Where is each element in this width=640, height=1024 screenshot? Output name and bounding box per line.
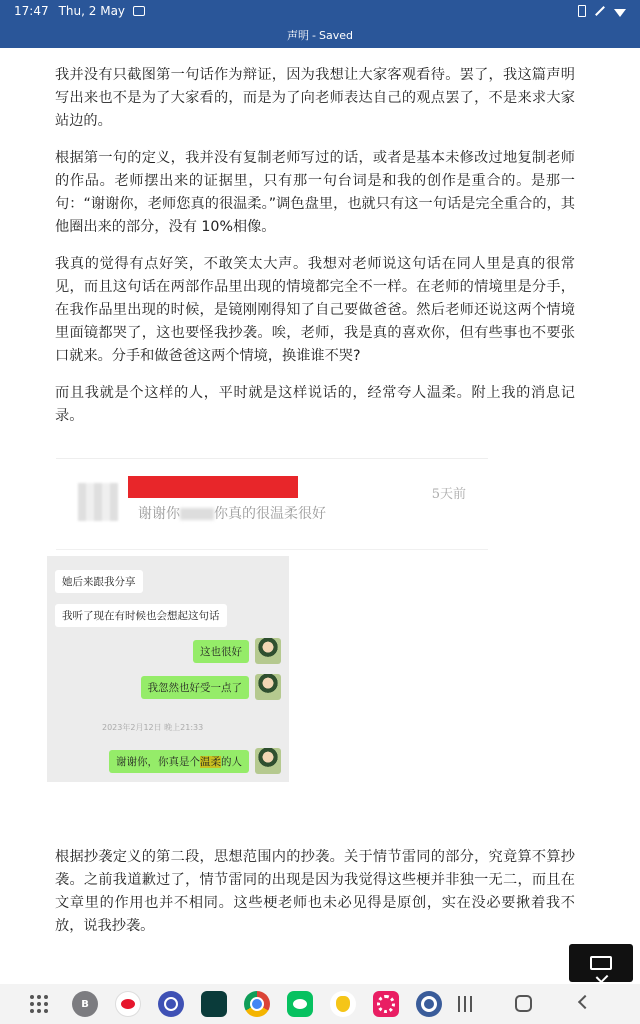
recent-apps-button[interactable] bbox=[458, 996, 472, 1012]
yellow-app-icon[interactable] bbox=[330, 991, 356, 1017]
notification-screenshot bbox=[56, 458, 488, 550]
chat-bubble-right bbox=[109, 750, 249, 773]
home-button[interactable] bbox=[515, 995, 532, 1012]
redacted-name-bar bbox=[128, 476, 298, 498]
navigation-bar bbox=[0, 984, 640, 1024]
dark-app-icon[interactable] bbox=[201, 991, 227, 1017]
chat-text-start: 谢谢你，你真是个 bbox=[116, 756, 200, 768]
status-date: Thu, 2 May bbox=[58, 4, 126, 18]
chat-text-end: 的人 bbox=[221, 756, 242, 768]
chat-bubble-right: 这也很好 bbox=[193, 640, 249, 663]
status-bar bbox=[0, 0, 640, 22]
blurred-avatar bbox=[78, 483, 118, 521]
wechat-icon[interactable] bbox=[287, 991, 313, 1017]
document-body[interactable] bbox=[55, 64, 575, 442]
app-drawer-icon[interactable] bbox=[30, 995, 48, 1013]
flower-app-icon[interactable] bbox=[373, 991, 399, 1017]
document-title-bar[interactable] bbox=[0, 22, 640, 48]
chrome-icon[interactable] bbox=[244, 991, 270, 1017]
save-status: Saved bbox=[319, 28, 353, 42]
document-name: 声明 bbox=[287, 29, 310, 42]
chat-text-highlight: 温柔 bbox=[200, 756, 221, 768]
tencent-app-icon[interactable] bbox=[158, 991, 184, 1017]
paragraph-1: 我并没有只截图第一句话作为辩证，因为我想让大家客观看待。罢了，我这篇声明写出来也不是为了大家看的，而是为了向老师表达自己的观点罢了，不是来求大家站边的。 bbox=[55, 67, 575, 129]
battery-icon bbox=[578, 5, 586, 17]
paragraph-3: 我真的觉得有点好笑，不敢笑太大声。我想对老师说这句话在同人里是真的很常见，而且这句话在两部作品里出现的情境都完全不一样。在老师的情境里是分手，在我作品里出现的时候，是镜刚刚得知了自己要做爸爸。然后老师还说这两个情境里面镜都哭了，这也要怪我抄袭。唉，老师，我是真的喜欢你，但有些事也不要张口就来。分手和做爸爸这两个情境，换谁谁不哭? bbox=[55, 256, 575, 364]
user-avatar bbox=[255, 748, 281, 774]
back-button[interactable] bbox=[578, 995, 592, 1009]
mute-icon bbox=[594, 5, 606, 17]
keyboard-toggle-button[interactable] bbox=[569, 944, 633, 982]
paragraph-4: 而且我就是个这样的人，平时就是这样说话的，经常夸人温柔。附上我的消息记录。 bbox=[55, 385, 575, 424]
chat-bubble-right: 我忽然也好受一点了 bbox=[141, 676, 250, 699]
wifi-icon bbox=[614, 5, 626, 17]
paragraph-5: 根据抄袭定义的第二段，思想范围内的抄袭。关于情节雷同的部分，究竟算不算抄袭。之前我道歉过了，情节雷同的出现是因为我觉得这些梗并非独一无二，而且在文章里的作用也并不相同。这些梗老师也未必见得是原创，实在没必要揪着我不放，说我抄袭。 bbox=[55, 849, 575, 934]
notification-time: 5天前 bbox=[431, 487, 466, 502]
status-time: 17:47 bbox=[14, 4, 49, 18]
settings-icon[interactable] bbox=[416, 991, 442, 1017]
chat-timestamp: 2023年2月12日 晚上21:33 bbox=[102, 723, 204, 732]
weibo-icon[interactable] bbox=[115, 991, 141, 1017]
notification-message-start: 谢谢你 bbox=[138, 506, 180, 522]
paragraph-2: 根据第一句的定义，我并没有复制老师写过的话，或者是基本未修改过地复制老师的作品。老师摆出来的证据里，只有那一句台词是和我的创作是重合的。是那一句：“谢谢你，老师您真的很温柔。”调色盘里，也就只有这一句话是完全重合的，其他圈出来的部分，没有 10%相像。 bbox=[55, 150, 575, 235]
notification-message-end: 你真的很温柔很好 bbox=[214, 506, 326, 522]
user-avatar bbox=[255, 638, 281, 664]
user-avatar bbox=[255, 674, 281, 700]
blurred-name bbox=[180, 508, 214, 520]
gallery-icon bbox=[133, 6, 145, 16]
chat-bubble-left: 我听了现在有时候也会想起这句话 bbox=[55, 604, 227, 627]
status-icons bbox=[578, 5, 626, 17]
app-b-icon[interactable]: B bbox=[72, 991, 98, 1017]
notification-message bbox=[138, 503, 326, 523]
chat-bubble-left: 她后来跟我分享 bbox=[55, 570, 143, 593]
keyboard-icon bbox=[590, 956, 612, 970]
title-separator: - bbox=[312, 28, 316, 42]
chat-screenshot bbox=[47, 556, 289, 782]
